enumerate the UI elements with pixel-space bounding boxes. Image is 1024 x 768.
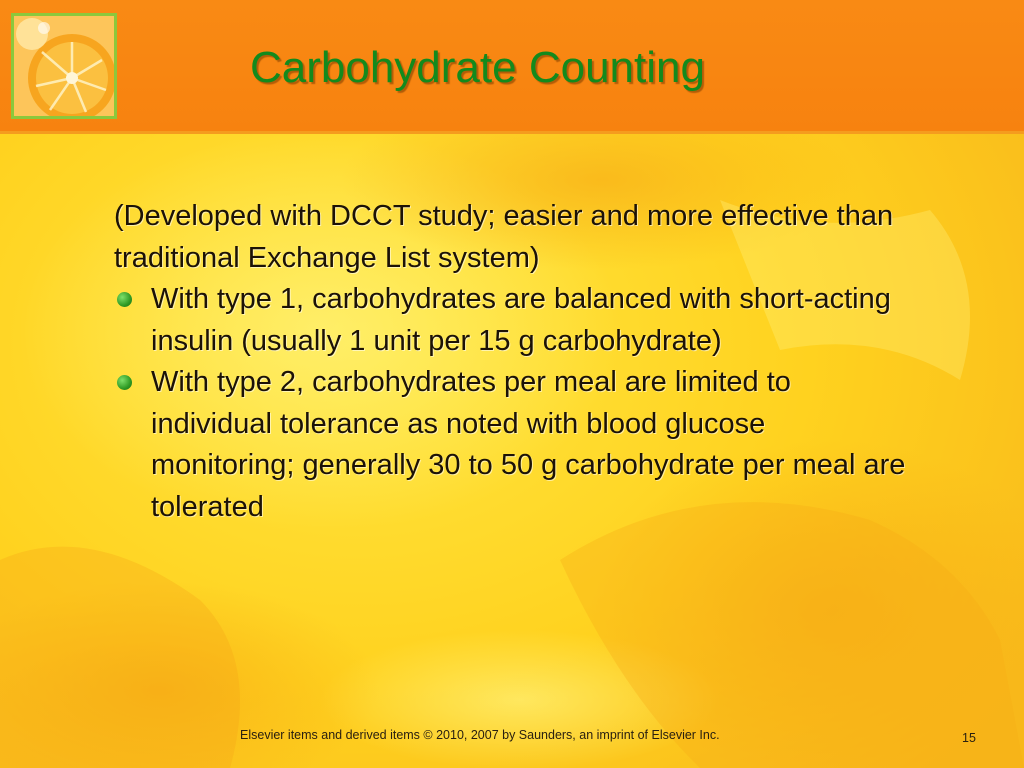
intro-text: (Developed with DCCT study; easier and more effective than traditional Exchange List system) [114,200,894,274]
orange-slice-image [11,13,117,119]
bullet-item [114,279,914,362]
bullet-text: With type 1, carbohydrates are balanced with short-acting insulin (usually 1 unit per 15 g carbohydrate) [151,283,891,357]
page-number: 15 [962,731,976,745]
green-dot-bullet-icon [117,375,132,390]
slide-body [114,196,914,528]
bullet-text: With type 2, carbohydrates per meal are limited to individual tolerance as noted with blood glucose monitoring; generally 30 to 50 g carbohydrate per meal are tolerated [151,366,906,523]
copyright-footer: Elsevier items and derived items © 2010, 2007 by Saunders, an imprint of Elsevier Inc. [240,728,720,742]
bullet-item [114,362,914,528]
header-divider [0,131,1024,134]
slide-title: Carbohydrate Counting [250,43,705,92]
green-dot-bullet-icon [117,292,132,307]
